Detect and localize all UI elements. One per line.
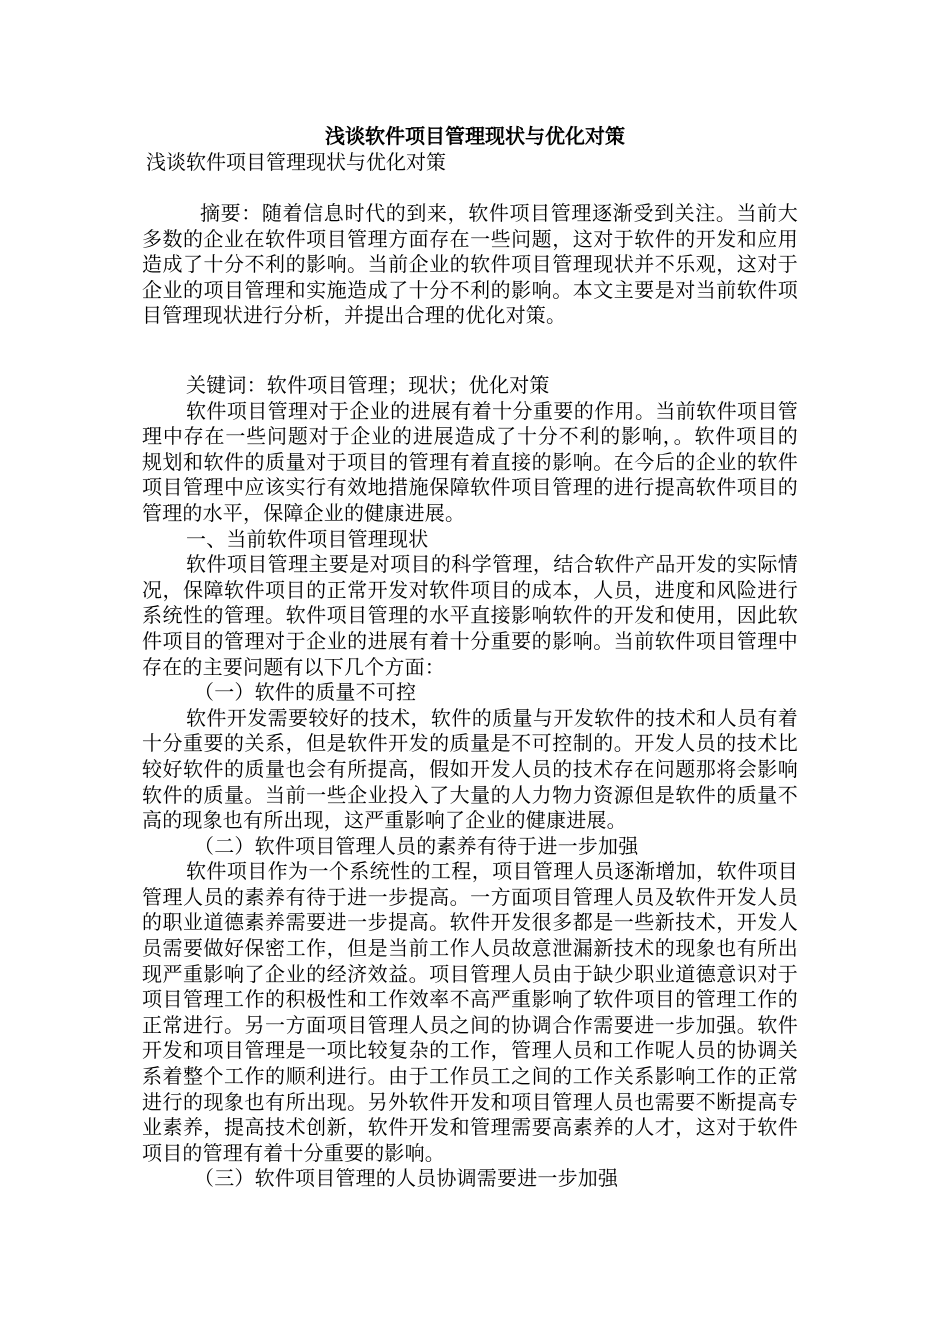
- subsection-heading-1: （一）软件的质量不可控: [194, 680, 417, 705]
- document-title: 浅谈软件项目管理现状与优化对策: [325, 124, 625, 148]
- document-subtitle: 浅谈软件项目管理现状与优化对策: [146, 150, 446, 174]
- abstract-paragraph: 摘要：随着信息时代的到来，软件项目管理逐渐受到关注。当前大多数的企业在软件项目管理方面存在一些问题，这对于软件的开发和应用造成了十分不利的影响。当前企业的软件项目管理现状并不乐观，这对于企业的项目管理和实施造成了十分不利的影响。本文主要是对当前软件项目管理现状进行分析，并提出合理的优化对策。: [142, 201, 798, 328]
- subsection-paragraph-1: 软件开发需要较好的技术，软件的质量与开发软件的技术和人员有着十分重要的关系，但是软件开发的质量是不可控制的。开发人员的技术比较好软件的质量也会有所提高，假如开发人员的技术存在问题那将会影响软件的质量。当前一些企业投入了大量的人力物力资源但是软件的质量不高的现象也有所出现，这严重影响了企业的健康进展。: [142, 705, 798, 833]
- subsection-heading-3: （三）软件项目管理的人员协调需要进一步加强: [194, 1166, 619, 1191]
- subsection-heading-2: （二）软件项目管理人员的素养有待于进一步加强: [194, 833, 639, 858]
- section-paragraph-1: 软件项目管理主要是对项目的科学管理，结合软件产品开发的实际情况，保障软件项目的正常开发对软件项目的成本，人员，进度和风险进行系统性的管理。软件项目管理的水平直接影响软件的开发和使用，因此软件项目的管理对于企业的进展有着十分重要的影响。当前软件项目管理中存在的主要问题有以下几个方面：: [142, 552, 798, 679]
- main-body: [142, 373, 798, 1192]
- section-heading-1: 一、当前软件项目管理现状: [186, 526, 429, 551]
- subsection-paragraph-2: 软件项目作为一个系统性的工程，项目管理人员逐渐增加，软件项目管理人员的素养有待于进一步提高。一方面项目管理人员及软件开发人员的职业道德素养需要进一步提高。软件开发很多都是一些新技术，开发人员需要做好保密工作，但是当前工作人员故意泄漏新技术的现象也有所出现严重影响了企业的经济效益。项目管理人员由于缺少职业道德意识对于项目管理工作的积极性和工作效率不高严重影响了软件项目的管理工作的正常进行。另一方面项目管理人员之间的协调合作需要进一步加强。软件开发和项目管理是一项比较复杂的工作，管理人员和工作呢人员的协调关系着整个工作的顺利进行。由于工作员工之间的工作关系影响工作的正常进行的现象也有所出现。另外软件开发和项目管理人员也需要不断提高专业素养，提高技术创新，软件开发和管理需要高素养的人才，这对于软件项目的管理有着十分重要的影响。: [142, 859, 798, 1165]
- abstract-block: [142, 201, 798, 329]
- keywords-line: 关键词：软件项目管理；现状；优化对策: [186, 373, 550, 397]
- intro-paragraph: 软件项目管理对于企业的进展有着十分重要的作用。当前软件项目管理中存在一些问题对于企业的进展造成了十分不利的影响，。软件项目的规划和软件的质量对于项目的管理有着直接的影响。在今后的企业的软件项目管理中应该实行有效地措施保障软件项目管理的进行提高软件项目的管理的水平，保障企业的健康进展。: [142, 398, 798, 525]
